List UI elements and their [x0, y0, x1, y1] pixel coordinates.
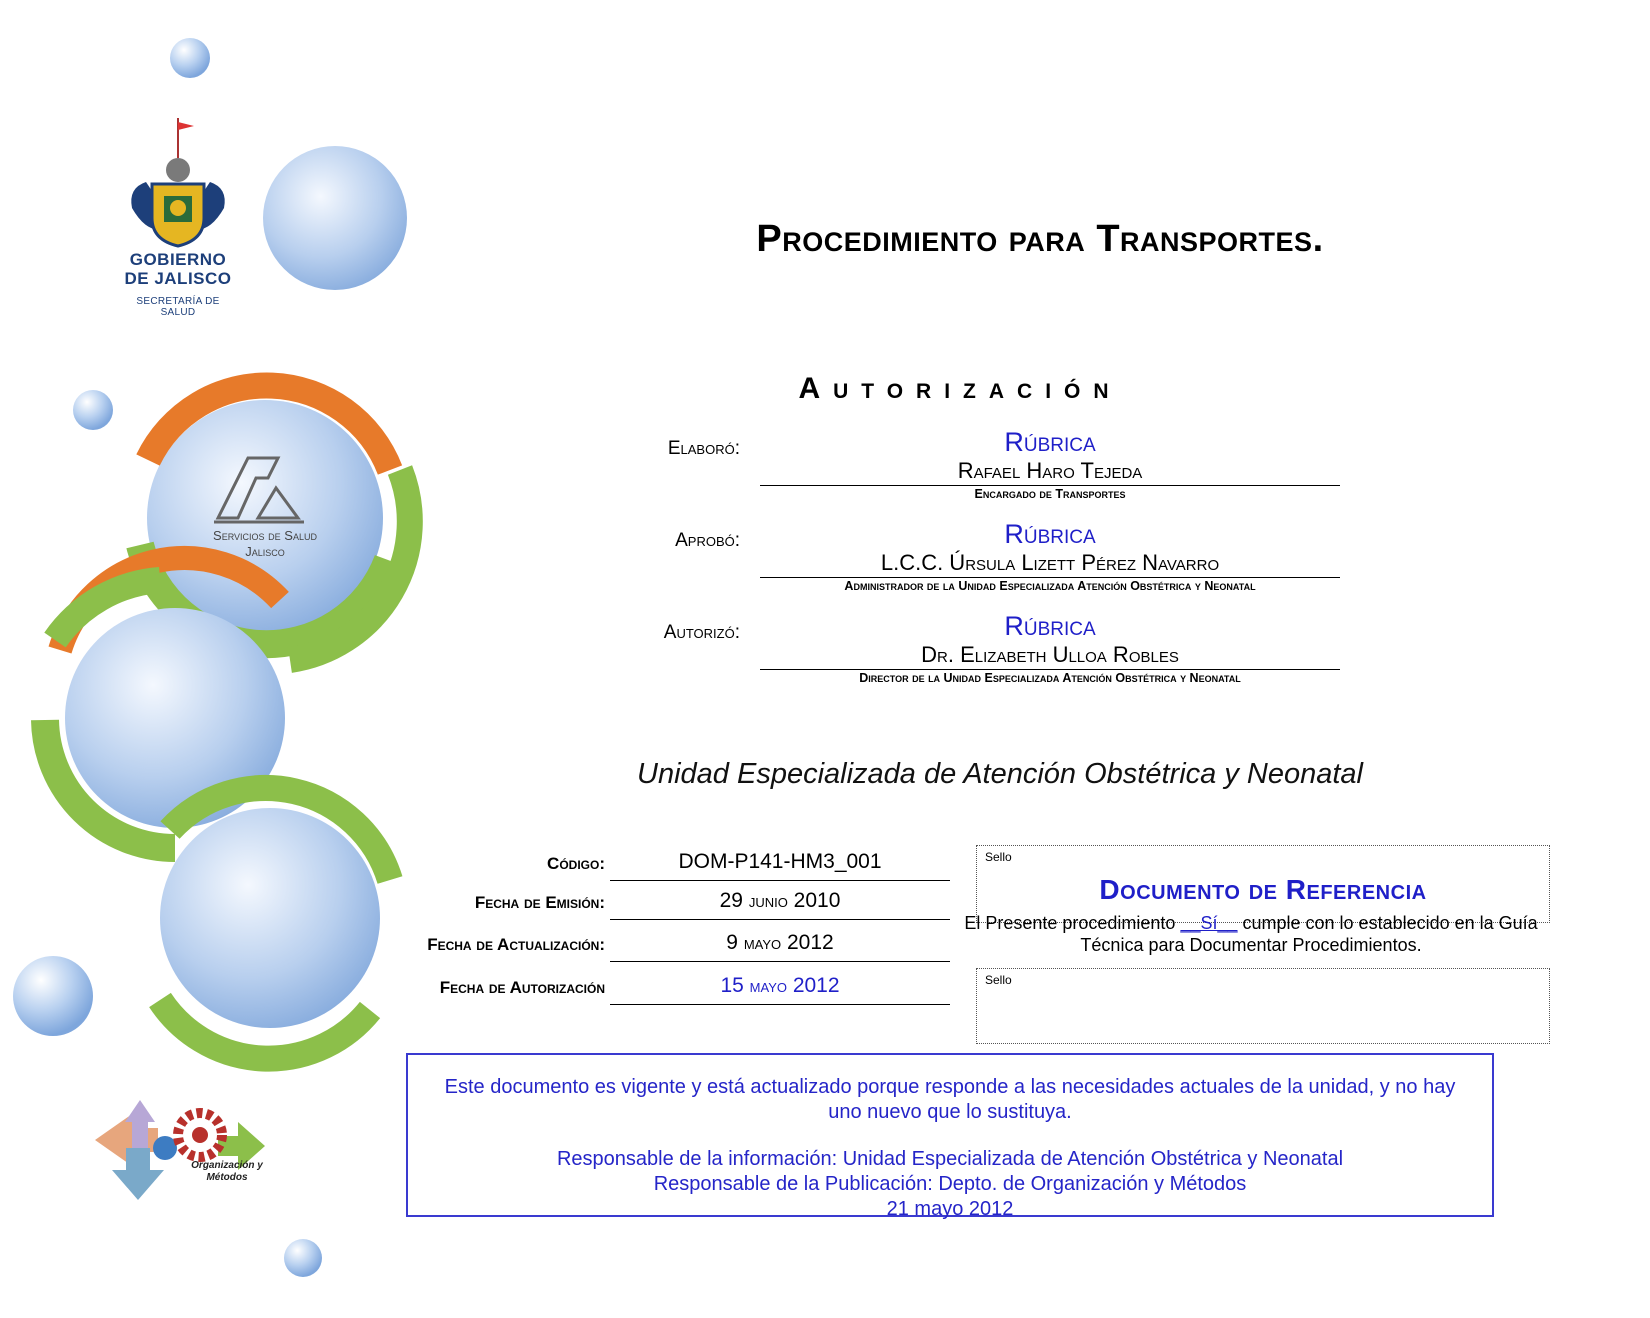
signature-rubrica: Rúbrica — [1004, 611, 1096, 641]
emision-label: Fecha de Emisión: — [474, 893, 605, 912]
signature-label: Aprobó: — [675, 530, 740, 551]
date-month: junio — [748, 891, 788, 911]
signature-label: Elaboró: — [667, 438, 740, 459]
sello-label: Sello — [985, 850, 1012, 864]
jalisco-shield-icon — [131, 118, 224, 246]
reference-title: Documento de Referencia — [1099, 874, 1427, 905]
codigo-value — [610, 850, 950, 881]
document-title: Procedimiento para Transportes. — [756, 218, 1324, 260]
validity-notice — [406, 1053, 1494, 1220]
signature-name: Dr. Elizabeth Ulloa Robles — [760, 642, 1340, 670]
organizacion-metodos-logo-icon — [95, 1100, 265, 1200]
logo-line: Jalisco — [245, 544, 285, 559]
signature-rubrica: Rúbrica — [1004, 519, 1096, 549]
sello-label: Sello — [985, 973, 1012, 987]
sello-box — [976, 968, 1550, 1044]
signature-rubrica: Rúbrica — [1004, 427, 1096, 457]
signature-role: Encargado de Transportes — [974, 487, 1126, 501]
signature-name: L.C.C. Úrsula Lizett Pérez Navarro — [760, 550, 1340, 578]
organizacion-metodos-logo — [172, 1160, 282, 1184]
date-month: mayo — [743, 933, 782, 953]
compliance-text: cumple con lo establecido en la Guía Técnica para Documentar Procedimientos. — [1080, 913, 1538, 955]
codigo-text: DOM-P141-HM3_001 — [678, 850, 882, 873]
logo-line: Servicios de Salud — [213, 528, 317, 543]
signature-block — [760, 518, 1340, 594]
signature-block — [760, 426, 1340, 502]
actualizacion-label: Fecha de Actualización: — [427, 935, 605, 954]
signature-label: Autorizó: — [663, 622, 740, 643]
bubble-decoration — [13, 956, 93, 1036]
notice-line: 21 mayo 2012 — [886, 1198, 1014, 1220]
notice-line: Responsable de la información: Unidad Especializada de Atención Obstétrica y Neonatal — [556, 1148, 1344, 1170]
logo-line: DE JALISCO — [124, 269, 232, 288]
logo-line: Métodos — [206, 1172, 248, 1183]
bubble-decoration — [73, 390, 113, 430]
compliance-value: __Sí__ — [1180, 913, 1238, 933]
unit-name: Unidad Especializada de Atención Obstétrica y Neonatal — [637, 758, 1363, 790]
bubble-decoration — [263, 146, 407, 290]
logo-line: SECRETARÍA DE SALUD — [136, 296, 220, 318]
bubble-decoration — [284, 1239, 322, 1277]
actualizacion-value — [610, 931, 950, 962]
emision-value — [610, 889, 950, 920]
signature-block — [760, 610, 1340, 686]
logo-line: Organización y — [191, 1160, 263, 1171]
signature-role: Director de la Unidad Especializada Atención Obstétrica y Neonatal — [859, 671, 1241, 685]
date-year: 2012 — [786, 931, 834, 954]
compliance-statement — [962, 912, 1540, 956]
date-day: 9 — [726, 931, 738, 954]
compliance-text: El Presente procedimiento — [964, 913, 1181, 933]
autorizacion-label: Fecha de Autorización — [439, 978, 605, 997]
date-month: mayo — [749, 976, 787, 996]
bubble-decoration — [170, 38, 210, 78]
signature-role: Administrador de la Unidad Especializada Atención Obstétrica y Neonatal — [844, 579, 1256, 593]
date-year: 2010 — [793, 889, 841, 912]
date-day: 15 — [720, 974, 744, 997]
notice-line: Responsable de la Publicación: Depto. de Organización y Métodos — [653, 1173, 1247, 1195]
signature-name: Rafael Haro Tejeda — [760, 458, 1340, 486]
date-year: 2012 — [792, 974, 840, 997]
notice-line: Este documento es vigente y está actualizado porque responde a las necesidades actuales de la unidad, y no hay uno nuevo que lo sustituya. — [444, 1076, 1456, 1123]
gobierno-jalisco-logo — [118, 250, 238, 318]
authorization-heading: Autorización — [798, 372, 1122, 405]
date-day: 29 — [719, 889, 743, 912]
logo-line: GOBIERNO — [129, 250, 227, 269]
codigo-label: Código: — [547, 854, 605, 873]
autorizacion-value — [610, 974, 950, 1005]
servicios-salud-logo — [190, 528, 340, 560]
ring-circle — [160, 808, 380, 1028]
